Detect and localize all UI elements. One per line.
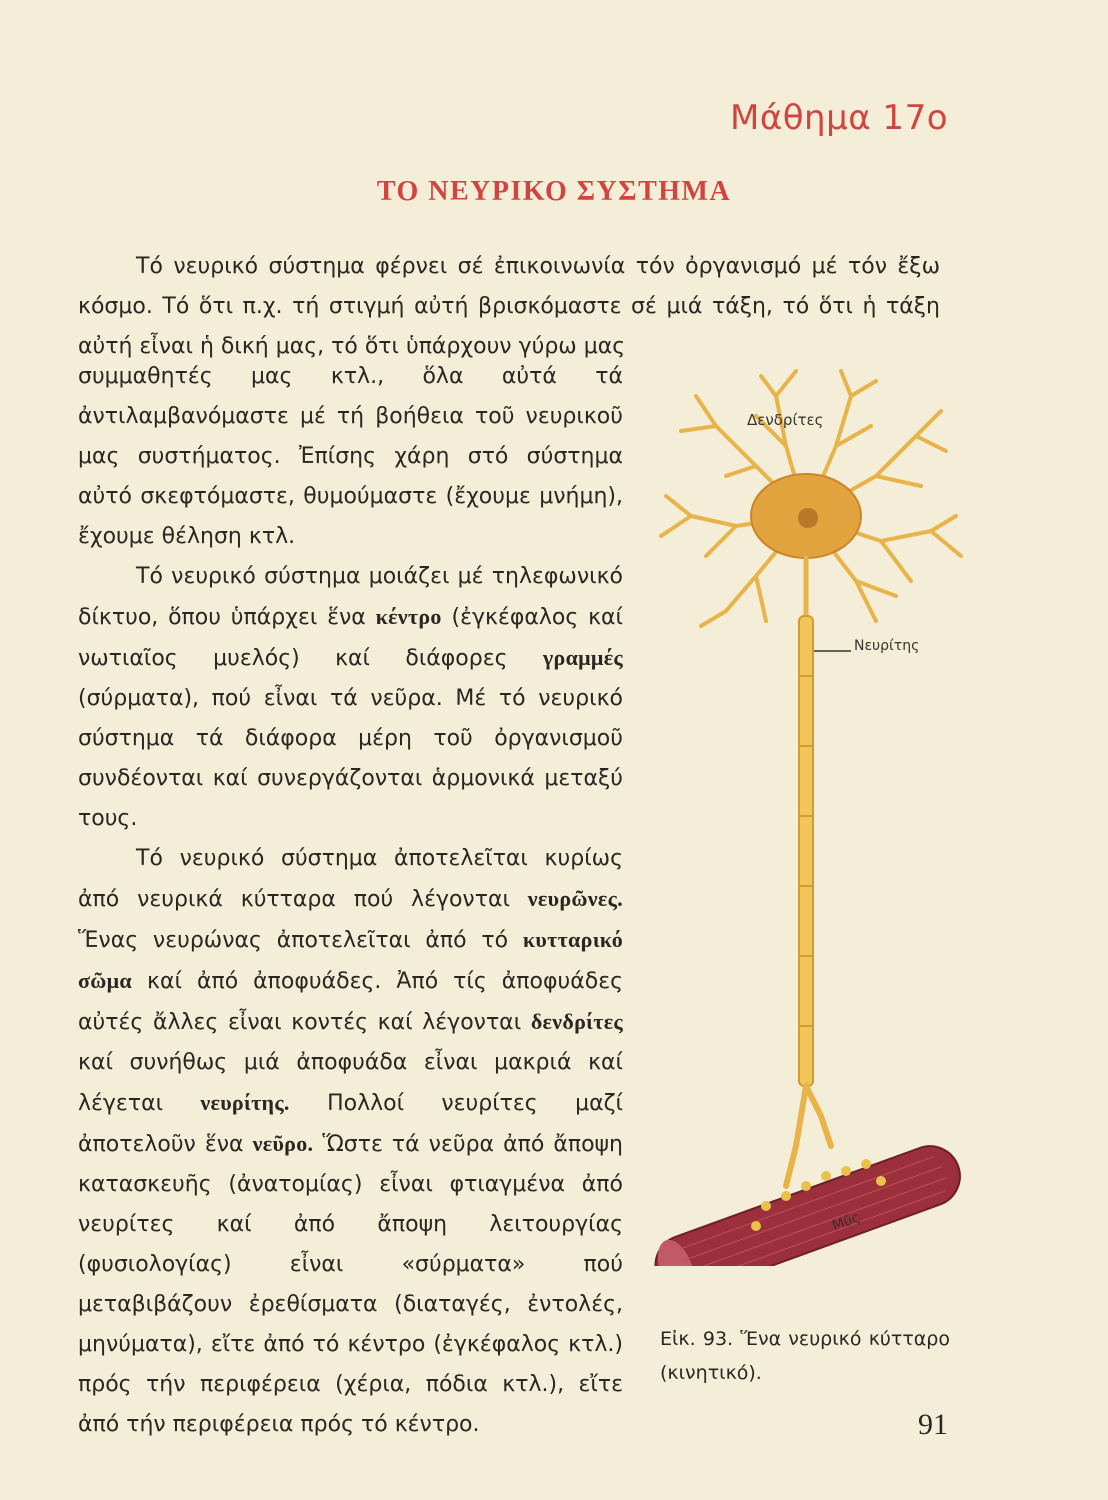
paragraph-1: συμμαθητές μας κτλ., ὅλα αὐτά τά ἀντιλαμβανόμαστε μέ τή βοήθεια τοῦ νευρικοῦ μας συστήματος. Ἐπίσης χάρη στό σύστημα αὐτό σκεφτόμαστε, θυμούμαστε (ἔχουμε μνήμη), ἔχουμε θέληση κτλ. [78,364,623,549]
neuron-figure [636,356,976,1266]
axon-myelin [799,616,813,1086]
term-cell-body: κυτταρικό σῶμα [78,927,623,993]
intro-paragraph: Τό νευρικό σύστημα φέρνει σέ ἐπικοινωνία τόν ὀργανισμό μέ τόν ἔξω κόσμο. Τό ὅτι π.χ. τή στιγμή αὐτή βρισκόμαστε σέ μιά τάξη, τό ὅτι ἡ τάξη αὐτή εἶναι ἡ δική μας, τό ὅτι ὑπάρχουν γύρω μας [78,254,940,359]
label-muscle: Μῦς [830,1209,863,1235]
term-nerve: νεῦρο. [252,1131,314,1156]
lesson-number: Μάθημα 17ο [729,98,948,138]
muscle-fiber [647,1138,968,1266]
paragraph-2: Τό νευρικό σύστημα μοιάζει μέ τηλεφωνικό δίκτυο, ὅπου ὑπάρχει ἕνα κέντρο (ἐγκέφαλος καί νωτιαῖος μυελός) καί διάφορες γραμμές (σύρματα), πού εἶναι τά νεῦρα. Μέ τό νευρικό σύστημα τά διάφορα μέρη τοῦ ὀργανισμοῦ συνδέονται καί συνεργάζονται ἁρμονικά μεταξύ τους. [78,564,623,831]
paragraph-3: Τό νευρικό σύστημα ἀποτελεῖται κυρίως ἀπό νευρικά κύτταρα πού λέγονται νευρῶνες. Ἕνας νευρώνας ἀποτελεῖται ἀπό τό κυτταρικό σῶμα καί ἀπό ἀποφυάδες. Ἀπό τίς ἀποφυάδες αὐτές ἄλλες εἶναι κοντές καί λέγονται δενδρίτες καί συνήθως μιά ἀποφυάδα εἶναι μακριά καί λέγεται νευρίτης. Πολλοί νευρίτες μαζί ἀποτελοῦν ἕνα νεῦρο. Ὥστε τά νεῦρα ἀπό ἄποψη κατασκευῆς (ἀνατομίας) εἶναι φτιαγμένα ἀπό νευρίτες καί ἀπό ἄποψη λειτουργίας (φυσιολογίας) εἶναι «σύρματα» πού μεταβιβάζουν ἐρεθίσματα (διαταγές, ἐντολές, μηνύματα), εἴτε ἀπό τό κέντρο (ἐγκέφαλος κτλ.) πρός τήν περιφέρεια (χέρια, πόδια κτλ.), εἴτε ἀπό τήν περιφέρεια πρός τό κέντρο. [78,846,623,1437]
axon-terminal [786,1086,831,1186]
term-kentro: κέντρο [375,604,442,629]
term-dendrites: δενδρίτες [530,1009,623,1034]
page-number: 91 [918,1408,948,1441]
main-text-column [78,357,623,1445]
page-title: ΤΟ ΝΕΥΡΙΚΟ ΣΥΣΤΗΜΑ [376,176,732,207]
figure-caption: Εἰκ. 93. Ἕνα νευρικό κύτταρο (κινητικό). [660,1328,950,1384]
term-neurones: νευρῶνες. [527,886,623,911]
term-neurite: νευρίτης. [200,1090,290,1115]
nucleus [798,508,818,528]
term-grammes: γραμμές [542,645,623,670]
label-dendrites: Δενδρίτες [747,411,824,429]
neuron-illustration [636,356,976,1266]
label-neurite: Νευρίτης [854,638,920,654]
